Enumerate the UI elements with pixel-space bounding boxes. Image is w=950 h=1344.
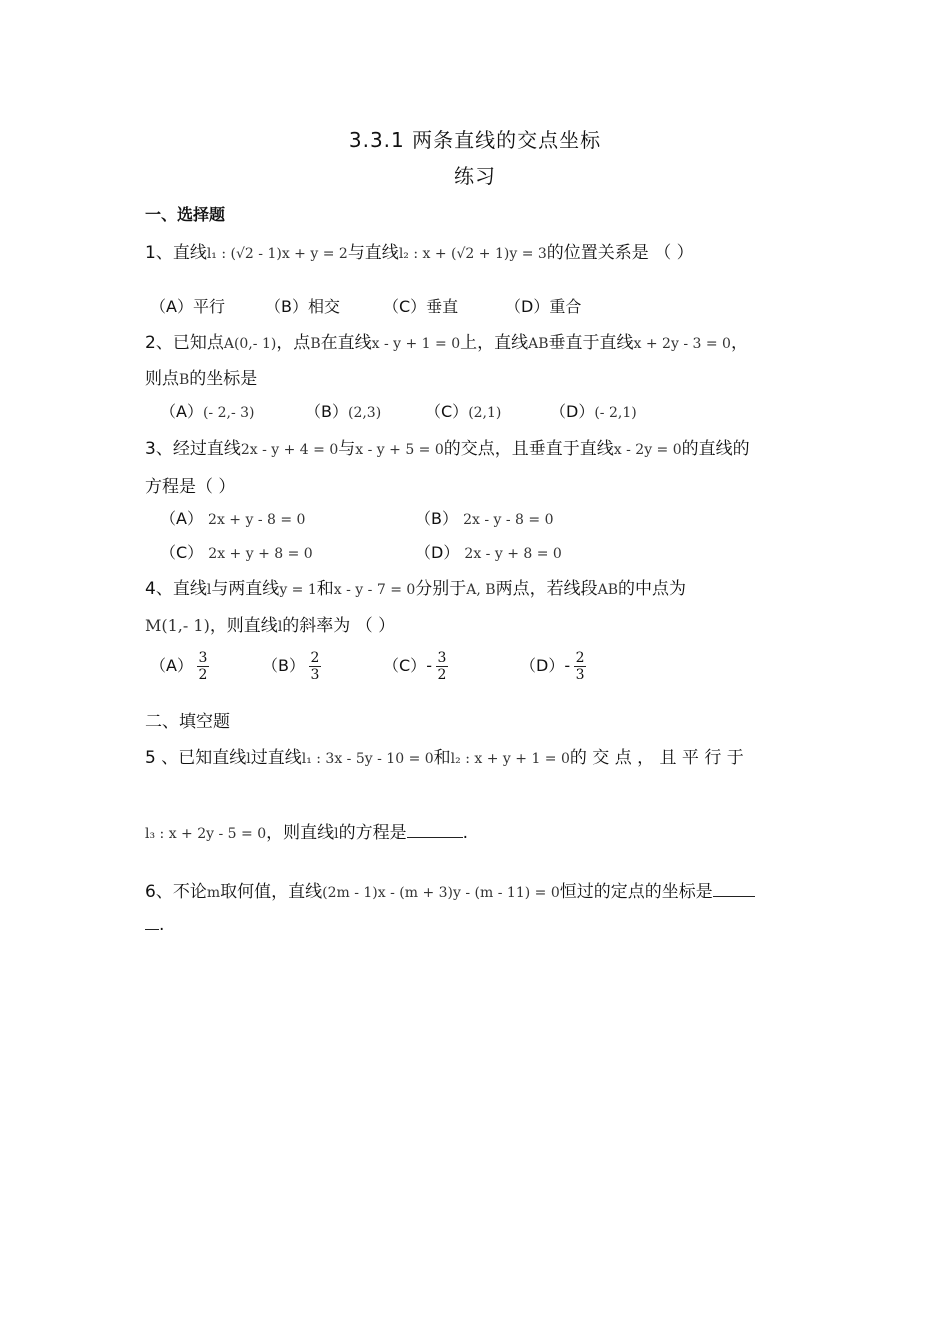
q1-line-l2: l₂ : x + (√2 + 1)y = 3	[398, 246, 547, 262]
fraction: $\frac{3}{2}$	[198, 650, 208, 683]
question-1: 1、直线l₁ : (√2 - 1)x + y = 2与直线l₂ : x + (√2 + 1)y = 3的位置关系是 （ ）	[145, 243, 694, 263]
page-title: 3.3.1 两条直线的交点坐标	[348, 128, 602, 152]
question-2-cont: 则点B的坐标是	[145, 369, 258, 389]
q2-option-d: （D）(- 2,1)	[550, 402, 637, 421]
answer-blank[interactable]	[407, 837, 463, 838]
q4-option-c: （C）- $\frac{3}{2}$	[383, 650, 447, 683]
fraction: $\frac{3}{2}$	[437, 650, 447, 683]
section-choice-heading: 一、选择题	[145, 205, 226, 224]
question-4: 4、直线l与两直线y = 1和x - y - 7 = 0分别于A, B两点，若线段AB的中点为	[145, 579, 686, 599]
fraction: $\frac{2}{3}$	[310, 650, 320, 683]
q2-option-a: （A）(- 2,- 3)	[160, 402, 255, 421]
question-4-cont: M(1,- 1)，则直线l的斜率为 （ ）	[145, 616, 396, 636]
q3-option-c: （C） 2x + y + 8 = 0	[160, 543, 313, 562]
q4-option-b: （B） $\frac{2}{3}$	[262, 650, 320, 683]
question-5: 5 、已知直线l过直线l₁ : 3x - 5y - 10 = 0和l₂ : x + y + 1 = 0的 交 点 ， 且 平 行 于	[145, 748, 744, 768]
q1-option-b: （B）相交	[265, 297, 340, 316]
q1-option-d: （D）重合	[505, 297, 582, 316]
answer-blank[interactable]	[713, 896, 755, 897]
question-3: 3、经过直线2x - y + 4 = 0与x - y + 5 = 0的交点，且垂直于直线x - 2y = 0的直线的	[145, 439, 750, 459]
q1-line-l1: l₁ : (√2 - 1)x + y = 2	[206, 246, 348, 262]
question-6-cont: .	[145, 915, 164, 935]
q2-option-b: （B）(2,3)	[305, 402, 382, 421]
q3-option-d: （D） 2x - y + 8 = 0	[415, 543, 562, 562]
q2-point-a: A(0,- 1)	[223, 336, 277, 352]
question-6: 6、不论m取何值，直线(2m - 1)x - (m + 3)y - (m - 11) = 0恒过的定点的坐标是	[145, 877, 755, 902]
q2-option-c: （C）(2,1)	[425, 402, 502, 421]
q4-option-d: （D）- $\frac{2}{3}$	[520, 650, 585, 683]
q3-option-a: （A） 2x + y - 8 = 0	[160, 509, 306, 528]
q3-option-b: （B） 2x - y - 8 = 0	[415, 509, 554, 528]
q1-option-c: （C）垂直	[383, 297, 459, 316]
fraction: $\frac{2}{3}$	[575, 650, 585, 683]
q1-option-a: （A）平行	[150, 297, 225, 316]
page-subtitle: 练习	[454, 164, 496, 188]
section-fill-heading: 二、填空题	[145, 712, 230, 732]
question-2: 2、已知点A(0,- 1)，点B在直线x - y + 1 = 0上，直线AB垂直于直线x + 2y - 3 = 0，	[145, 333, 748, 353]
q4-option-a: （A） $\frac{3}{2}$	[150, 650, 208, 683]
answer-blank-cont[interactable]	[145, 929, 159, 930]
question-3-cont: 方程是（ ）	[145, 477, 236, 497]
question-5-cont: l₃ : x + 2y - 5 = 0，则直线l的方程是 .	[145, 823, 469, 843]
